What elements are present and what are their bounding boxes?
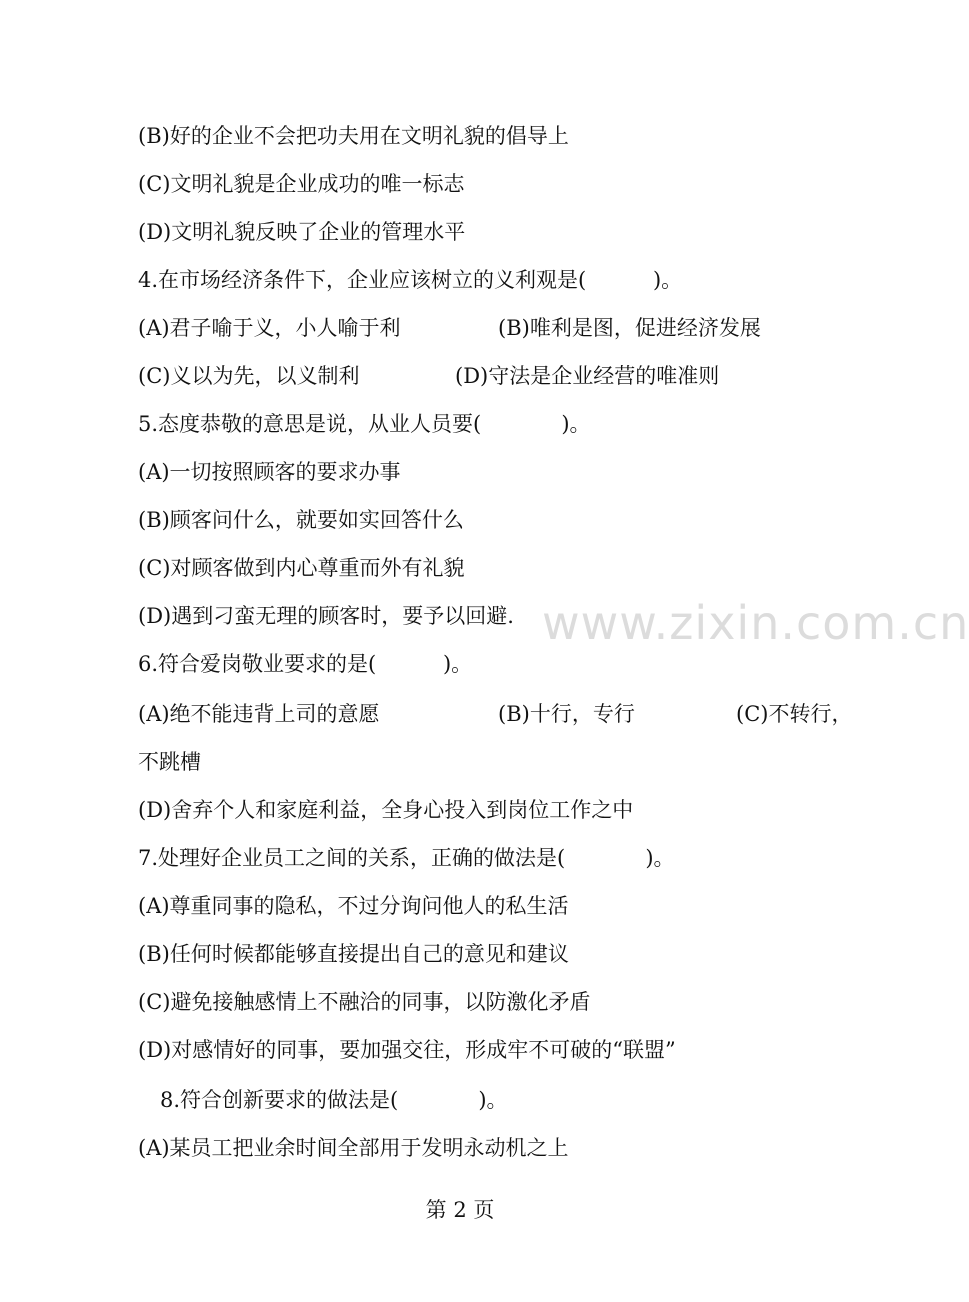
option-5b: (B)顾客问什么，就要如实回答什么 xyxy=(138,508,464,532)
question-4: 4.在市场经济条件下，企业应该树立的义利观是( )。 xyxy=(138,268,683,292)
option-5a: (A)一切按照顾客的要求办事 xyxy=(138,460,401,484)
option-6c-continued: 不跳槽 xyxy=(138,750,201,774)
option-3c: (C)文明礼貌是企业成功的唯一标志 xyxy=(138,172,465,196)
option-7d: (D)对感情好的同事，要加强交往，形成牢不可破的“联盟” xyxy=(138,1038,676,1062)
option-7c: (C)避免接触感情上不融洽的同事，以防激化矛盾 xyxy=(138,990,591,1014)
option-6d: (D)舍弃个人和家庭利益，全身心投入到岗位工作之中 xyxy=(138,798,634,822)
question-7: 7.处理好企业员工之间的关系，正确的做法是( )。 xyxy=(138,846,675,870)
option-5d: (D)遇到刁蛮无理的顾客时，要予以回避. xyxy=(138,604,514,628)
question-6: 6.符合爱岗敬业要求的是( )。 xyxy=(138,652,473,676)
option-7b: (B)任何时候都能够直接提出自己的意见和建议 xyxy=(138,942,569,966)
option-4b: (B)唯利是图，促进经济发展 xyxy=(498,316,761,340)
option-4a: (A)君子喻于义，小人喻于利 xyxy=(138,316,401,340)
option-5c: (C)对顾客做到内心尊重而外有礼貌 xyxy=(138,556,465,580)
option-3b: (B)好的企业不会把功夫用在文明礼貌的倡导上 xyxy=(138,124,569,148)
option-4c: (C)义以为先，以义制利 xyxy=(138,364,360,388)
option-6a: (A)绝不能违背上司的意愿 xyxy=(138,702,380,726)
watermark: www.zixin.com.cn xyxy=(542,596,969,650)
option-6c: (C)不转行， xyxy=(736,702,853,726)
option-3d: (D)文明礼貌反映了企业的管理水平 xyxy=(138,220,466,244)
option-7a: (A)尊重同事的隐私，不过分询问他人的私生活 xyxy=(138,894,569,918)
option-4d: (D)守法是企业经营的唯准则 xyxy=(455,364,720,388)
page-number: 第 2 页 xyxy=(425,1198,495,1222)
question-8: 8.符合创新要求的做法是( )。 xyxy=(160,1088,508,1112)
option-6b: (B)十行，专行 xyxy=(498,702,635,726)
question-5: 5.态度恭敬的意思是说，从业人员要( )。 xyxy=(138,412,591,436)
option-8a: (A)某员工把业余时间全部用于发明永动机之上 xyxy=(138,1136,569,1160)
